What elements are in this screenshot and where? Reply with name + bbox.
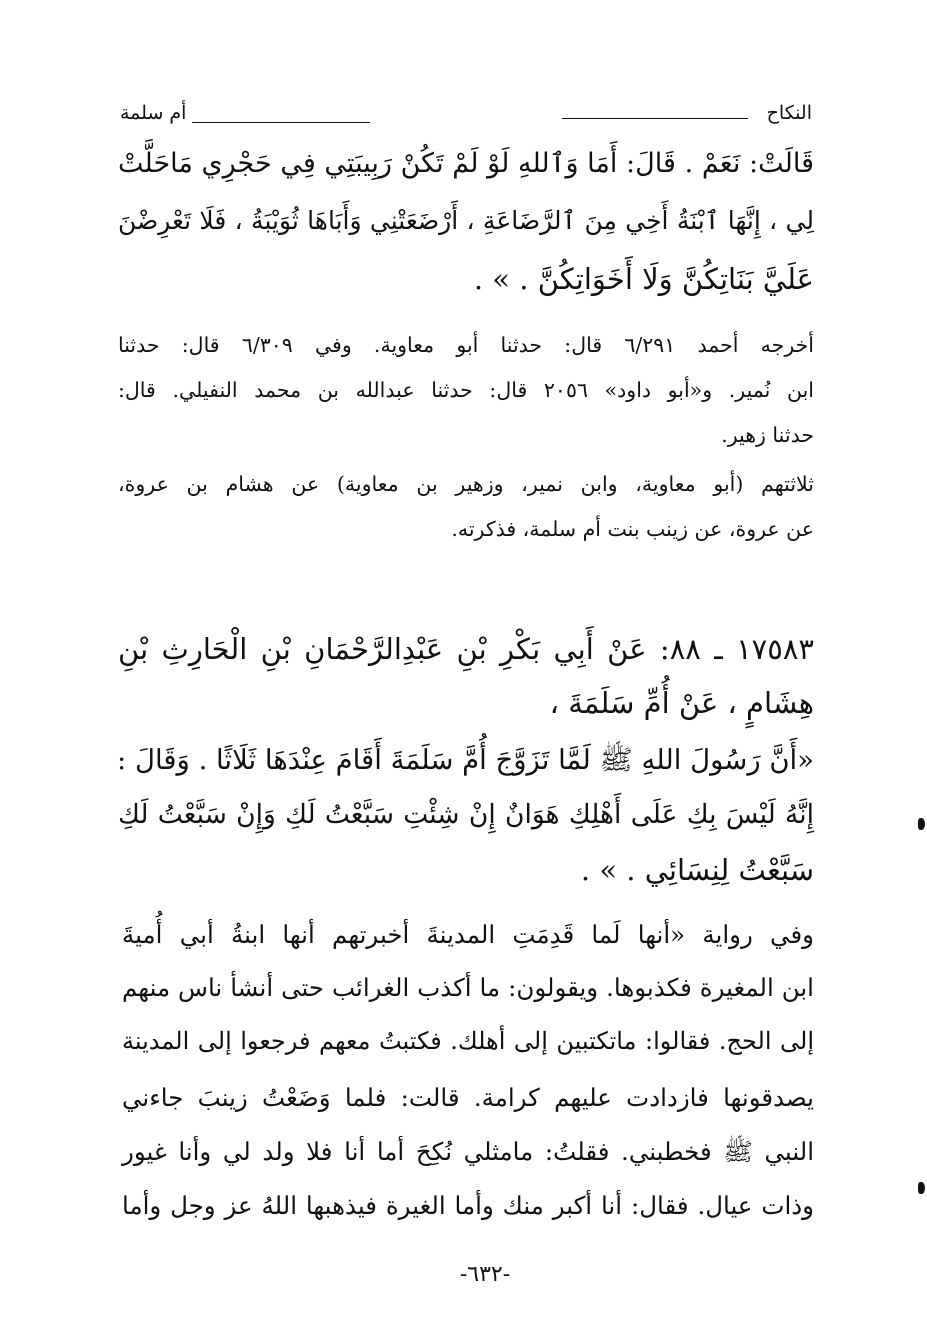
hadith-line: سَبَّعْتُ لِنِسَائِي . » . bbox=[580, 853, 814, 887]
hadith-line: قَالَتْ: نَعَمْ . قَالَ: أَمَا وَٱللهِ لَوْ لَمْ تَكُنْ رَبِيبَتِي فِي حَجْرِي مَاحَلَّتْ bbox=[118, 148, 814, 179]
page-number: -٦٣٢- bbox=[459, 1262, 511, 1287]
note-line: عن عروة، عن زينب بنت أم سلمة، فذكرته. bbox=[451, 517, 814, 541]
header-chapter-title: النكاح bbox=[766, 102, 812, 124]
hadith-line: عَلَيَّ بَنَاتِكُنَّ وَلَا أَخَوَاتِكُنَّ . » . bbox=[473, 262, 814, 296]
hadith-line: هِشَامٍ ، عَنْ أُمِّ سَلَمَةَ ، bbox=[549, 686, 814, 720]
story-line: وذات عيال. فقال: أنا أكبر منك وأما الغيرة فيذهبها اللهُ عز وجل وأما bbox=[122, 1191, 814, 1220]
hadith-line: لِي ، إِنَّهَا ٱبْنَةُ أَخِي مِنَ ٱلرَّضَاعَةِ ، أَرْضَعَتْنِي وَأَبَاهَا ثُوَيْبَةُ ، فَلَا تَعْرِضْنَ bbox=[118, 206, 814, 235]
header-section-title: أم سلمة bbox=[120, 102, 187, 124]
story-line: يصدقونها فازدادت عليهم كرامة. قالت: فلما وَضَعْتُ زينبَ جاءني bbox=[122, 1083, 814, 1112]
running-header bbox=[120, 100, 812, 134]
margin-ink-dot bbox=[918, 1182, 925, 1194]
note-line: ابن نُمير. و«أبو داود» ٢٠٥٦ قال: حدثنا عبدالله بن محمد النفيلي. قال: bbox=[118, 378, 814, 402]
note-line: أخرجه أحمد ٦/٢٩١ قال: حدثنا أبو معاوية. وفي ٦/٣٠٩ قال: حدثنا bbox=[118, 333, 815, 357]
story-line: إلى الحج. فقالوا: ماتكتبين إلى أهلك. فكتبتُ معهم فرجعوا إلى المدينة bbox=[122, 1027, 814, 1055]
story-line: النبي ﷺ فخطبني. فقلتُ: مامثلي نُكِحَ أما أنا فلا ولد لي وأنا غيور bbox=[122, 1137, 814, 1166]
hadith-line: إِنَّهُ لَيْسَ بِكِ عَلَى أَهْلِكِ هَوَانٌ إِنْ شِئْتِ سَبَّعْتُ لَكِ وَإِنْ سَبَّعْتُ لَكِ bbox=[118, 799, 814, 830]
story-line: وفي رواية «أنها لَما قَدِمَتِ المدينةَ أخبرتهم أنها ابنةُ أبي أُميةَ bbox=[122, 920, 814, 949]
hadith-number-line: ١٧٥٨٣ ـ ٨٨: عَنْ أَبِي بَكْرِ بْنِ عَبْدِالرَّحْمَانِ بْنِ الْحَارِثِ بْنِ bbox=[118, 632, 814, 666]
header-rule-right bbox=[562, 118, 748, 119]
note-line: ثلاثتهم (أبو معاوية، وابن نمير، وزهير بن معاوية) عن هشام بن عروة، bbox=[118, 472, 814, 496]
margin-ink-dot bbox=[918, 818, 925, 830]
story-line: ابن المغيرة فكذبوها. ويقولون: ما أكذب الغرائب حتى أنشأ ناس منهم bbox=[122, 973, 814, 1002]
note-line: حدثنا زهير. bbox=[721, 423, 814, 447]
header-rule-left bbox=[192, 122, 370, 123]
hadith-line: «أَنَّ رَسُولَ اللهِ ﷺ لَمَّا تَزَوَّجَ أُمَّ سَلَمَةَ أَقَامَ عِنْدَهَا ثَلَاثًا . وَقَالَ : bbox=[117, 744, 814, 776]
